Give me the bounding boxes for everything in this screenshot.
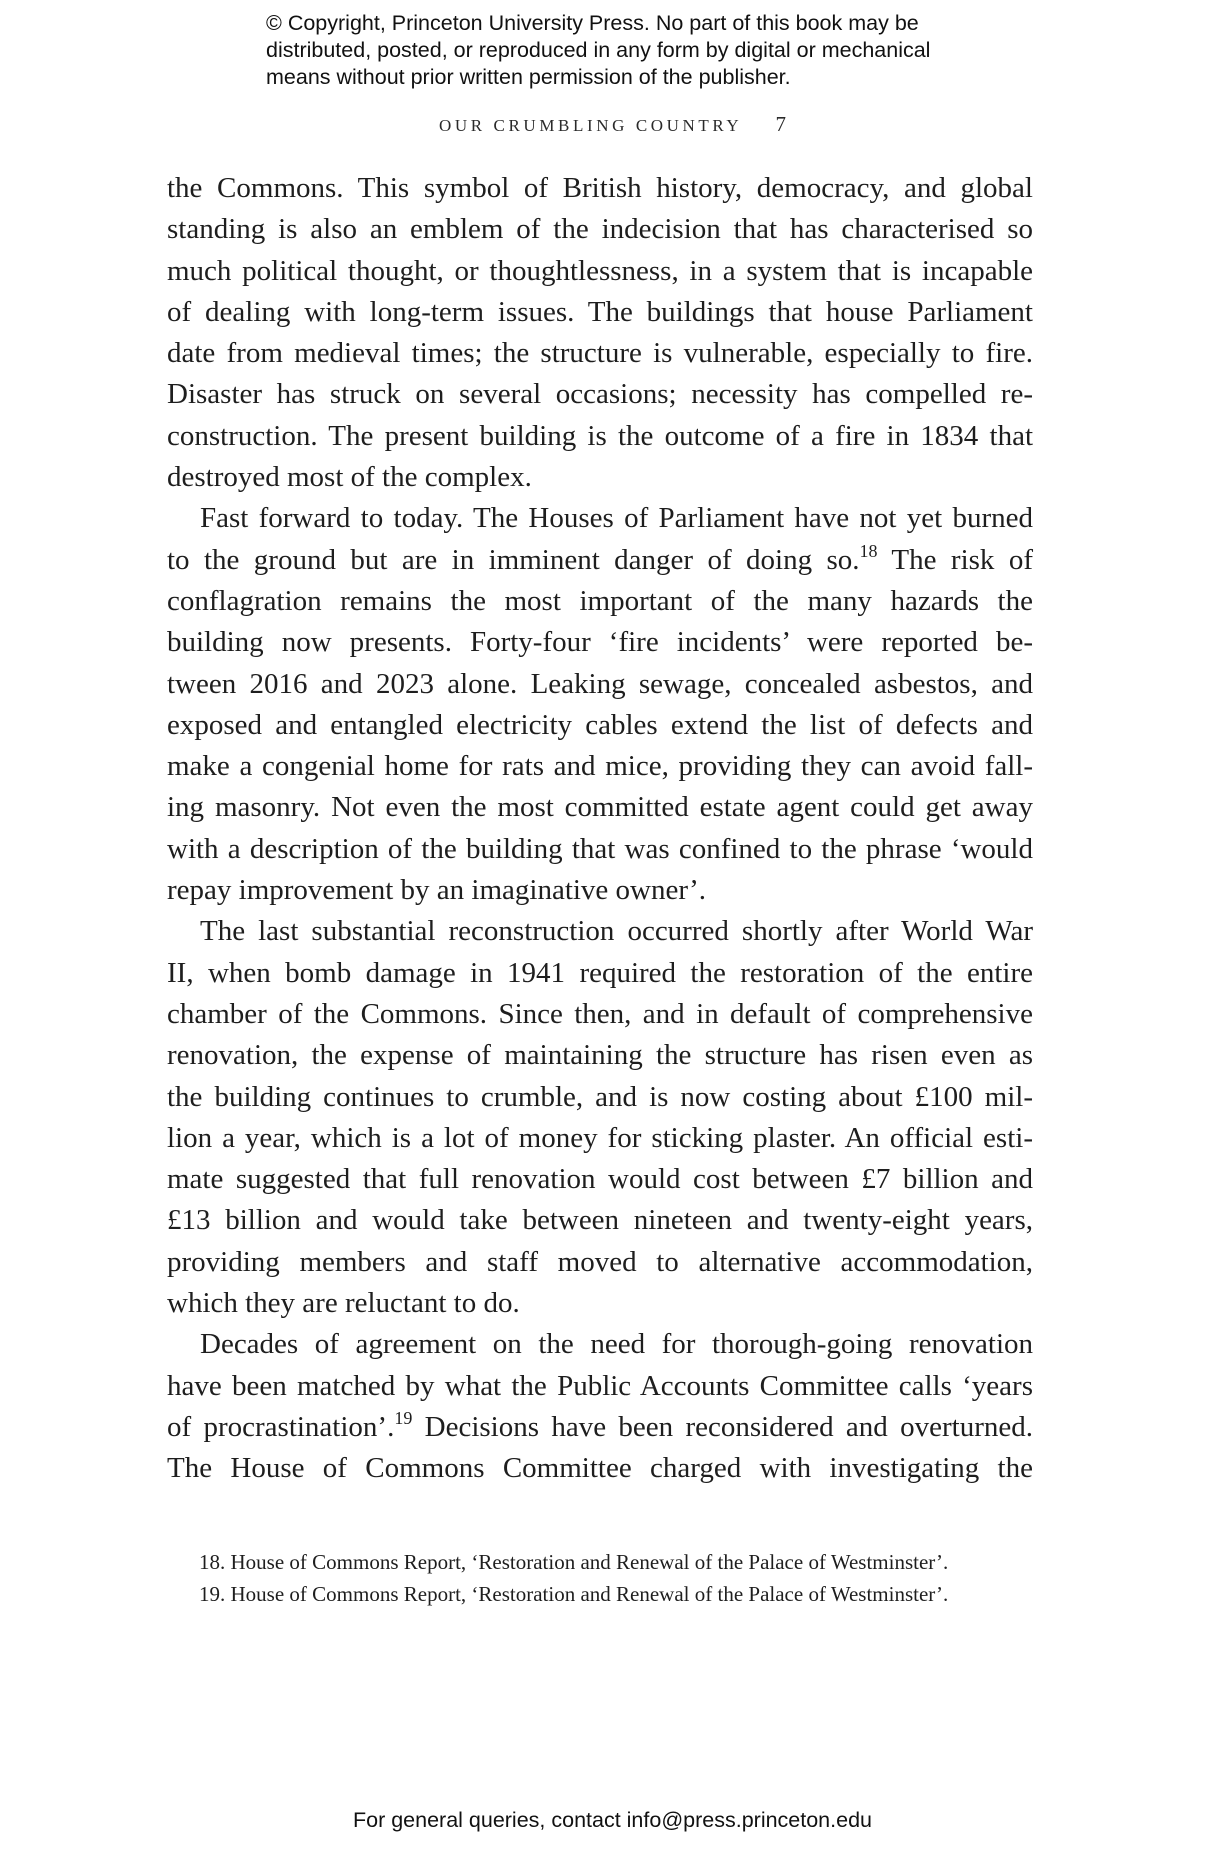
running-head-title: OUR CRUMBLING COUNTRY <box>439 116 742 135</box>
body-line-text: much political thought, or thoughtlessness, in a system that is incapable <box>167 254 1033 287</box>
body-line-text: conflagration remains the most important of the many hazards the <box>167 584 1033 617</box>
body-line-text: exposed and entangled electricity cables extend the list of defects and <box>167 708 1033 741</box>
body-line <box>167 209 1033 250</box>
body-line <box>167 1448 1033 1489</box>
footnote-reference[interactable]: 18 <box>859 540 878 561</box>
body-line-text: date from medieval times; the structure is vulnerable, especially to fire. <box>167 337 1033 370</box>
body-line-text: Fast forward to today. The Houses of Parliament have not yet burned <box>200 502 1033 535</box>
body-text <box>167 168 1033 1490</box>
copyright-line: means without prior written permission of the publisher. <box>266 65 791 89</box>
body-line <box>167 705 1033 746</box>
body-line-text: chamber of the Commons. Since then, and in default of comprehensive <box>167 997 1033 1030</box>
body-line-text: Disaster has struck on several occasions; necessity has compelled re- <box>167 378 1033 411</box>
body-line <box>167 1077 1033 1118</box>
body-line <box>167 787 1033 828</box>
body-line-text: The last substantial reconstruction occurred shortly after World War <box>200 915 1033 948</box>
copyright-line: © Copyright, Princeton University Press. No part of this book may be <box>266 11 919 35</box>
body-line-text: standing is also an emblem of the indecision that has characterised so <box>167 213 1033 246</box>
body-line-text: construction. The present building is the outcome of a fire in 1834 that <box>167 419 1033 452</box>
body-line-text: make a congenial home for rats and mice, providing they can avoid fall- <box>167 750 1033 783</box>
body-line <box>167 1324 1033 1365</box>
page-number: 7 <box>775 112 786 136</box>
body-line-text: of dealing with long-term issues. The buildings that house Parliament <box>167 295 1033 328</box>
body-line-text: which they are reluctant to do. <box>167 1287 520 1320</box>
body-line <box>167 457 1033 498</box>
body-line <box>167 870 1033 911</box>
footnote-19: 19. House of Commons Report, ‘Restoration and Renewal of the Palace of Westminster’. <box>199 1582 949 1606</box>
footnote-reference[interactable]: 19 <box>394 1407 413 1428</box>
body-line-text: to the ground but are in imminent danger of doing so. <box>167 543 860 576</box>
body-line <box>167 829 1033 870</box>
body-line-text: The risk of <box>877 543 1033 576</box>
copyright-line: distributed, posted, or reproduced in any form by digital or mechanical <box>266 38 931 62</box>
body-line-text: £13 billion and would take between nineteen and twenty-eight years, <box>167 1204 1033 1237</box>
body-line-text: with a description of the building that was confined to the phrase ‘would <box>167 832 1033 865</box>
body-line-text: have been matched by what the Public Accounts Committee calls ‘years <box>167 1369 1033 1402</box>
body-line-text: of procrastination’. <box>167 1410 395 1443</box>
body-line <box>167 664 1033 705</box>
running-head <box>0 112 1225 137</box>
contact-footer: For general queries, contact info@press.princeton.edu <box>352 1808 872 1832</box>
body-line-text: II, when bomb damage in 1941 required the restoration of the entire <box>167 956 1033 989</box>
body-line-text: Decades of agreement on the need for thorough-going renovation <box>200 1328 1033 1361</box>
body-line-text: ing masonry. Not even the most committed estate agent could get away <box>167 791 1033 824</box>
body-line <box>167 168 1033 209</box>
footnote-18: 18. House of Commons Report, ‘Restoration and Renewal of the Palace of Westminster’. <box>199 1550 949 1574</box>
body-line <box>167 292 1033 333</box>
body-line-text: Decisions have been reconsidered and overturned. <box>412 1410 1033 1443</box>
body-line <box>167 498 1033 539</box>
body-line <box>167 581 1033 622</box>
body-line-text: repay improvement by an imaginative owner’. <box>167 874 707 907</box>
body-line <box>167 911 1033 952</box>
footnotes <box>199 1546 1039 1610</box>
body-line <box>167 1283 1033 1324</box>
body-line <box>167 416 1033 457</box>
body-line <box>167 1035 1033 1076</box>
body-line <box>167 953 1033 994</box>
body-line <box>167 540 1033 581</box>
body-line <box>167 251 1033 292</box>
body-line-text: The House of Commons Committee charged with investigating the <box>167 1452 1033 1485</box>
body-line <box>167 994 1033 1035</box>
body-line-text: providing members and staff moved to alternative accommodation, <box>167 1245 1033 1278</box>
body-line <box>167 746 1033 787</box>
body-line <box>167 333 1033 374</box>
body-line-text: destroyed most of the complex. <box>167 461 532 494</box>
copyright-notice <box>266 10 1026 91</box>
body-line <box>167 622 1033 663</box>
body-line <box>167 1159 1033 1200</box>
body-line-text: mate suggested that full renovation would cost between £7 billion and <box>167 1163 1033 1196</box>
body-line <box>167 1366 1033 1407</box>
body-line-text: renovation, the expense of maintaining the structure has risen even as <box>167 1039 1033 1072</box>
body-line <box>167 1200 1033 1241</box>
body-line-text: building now presents. Forty-four ‘fire incidents’ were reported be- <box>167 626 1033 659</box>
body-line <box>167 374 1033 415</box>
body-line-text: lion a year, which is a lot of money for sticking plaster. An official esti- <box>167 1121 1033 1154</box>
body-line <box>167 1242 1033 1283</box>
body-line-text: tween 2016 and 2023 alone. Leaking sewage, concealed asbestos, and <box>167 667 1033 700</box>
body-line-text: the building continues to crumble, and is now costing about £100 mil- <box>167 1080 1033 1113</box>
body-line <box>167 1407 1033 1448</box>
body-line <box>167 1118 1033 1159</box>
body-line-text: the Commons. This symbol of British history, democracy, and global <box>167 172 1033 204</box>
